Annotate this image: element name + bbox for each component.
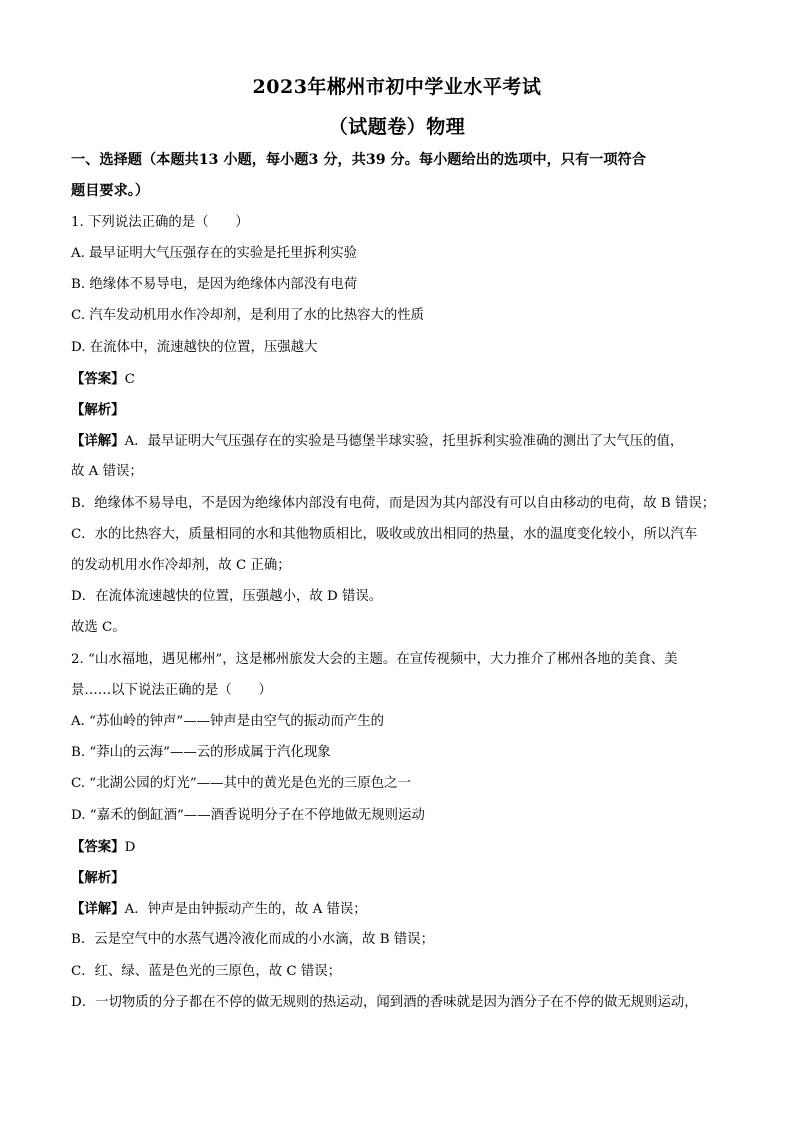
question-2-detail-line-3: C．红、绿、蓝是色光的三原色，故 C 错误； [71,964,342,979]
question-1-option-a: A. 最早证明大气压强存在的实验是托里拆利实验 [71,246,357,261]
detail-text: A．钟声是由钟振动产生的，故 A 错误； [124,902,367,917]
question-1-detail-line-3: B．绝缘体不易导电，不是因为绝缘体内部没有电荷，而是因为其内部没有可以自由移动的电荷，故 B 错误； [71,496,716,511]
question-1-detail-line-5: 的发动机用水作冷却剂，故 C 正确； [71,558,291,573]
question-1-answer [71,369,726,390]
question-2-detail-line-2: B．云是空气中的水蒸气遇冷液化而成的小水滴，故 B 错误； [71,932,434,947]
question-1-analysis-label: 【解析】 [71,402,125,418]
question-2-stem-line-1: 2. “山水福地，遇见郴州”，这是郴州旅发大会的主题。在宣传视频中，大力推介了郴州各地的美食、美 [71,652,678,667]
question-1-detail-line-2: 故 A 错误； [71,464,143,479]
question-2-analysis-label: 【解析】 [71,870,125,886]
answer-value: C [124,372,135,387]
question-2-option-a: A. “苏仙岭的钟声”——钟声是由空气的振动而产生的 [71,714,385,729]
section-heading-line-2: 题目要求。） [71,183,150,199]
page-title: 2023年郴州市初中学业水平考试 [252,76,542,98]
question-2-option-b: B. “莽山的云海”——云的形成属于汽化现象 [71,745,331,760]
question-2-stem-line-2: 景……以下说法正确的是（ ） [71,683,272,698]
question-1-stem: 1. 下列说法正确的是（ ） [71,215,249,230]
question-2-detail-line-4: D．一切物质的分子都在不停的做无规则的热运动，闻到酒的香味就是因为酒分子在不停的做无规则运动， [71,995,698,1010]
question-1-option-d: D. 在流体中，流速越快的位置，压强越大 [71,340,318,355]
page-subtitle: （试题卷）物理 [328,116,466,138]
section-heading-line-1: 一、选择题（本题共13 小题，每小题3 分，共39 分。每小题给出的选项中，只有一项符合 [71,152,646,168]
question-1-option-c: C. 汽车发动机用水作冷却剂，是利用了水的比热容大的性质 [71,308,425,323]
question-1-detail-line-4: C．水的比热容大，质量相同的水和其他物质相比，吸收或放出相同的热量，水的温度变化较小，所以汽车 [71,527,698,542]
detail-text: A．最早证明大气压强存在的实验是马德堡半球实验，托里拆利实验准确的测出了大气压的值， [124,434,684,449]
question-2-option-c: C. “北湖公园的灯光”——其中的黄光是色光的三原色之一 [71,776,411,791]
question-2-answer [71,837,726,858]
question-2-detail-line-1 [71,899,726,920]
question-2-option-d: D. “嘉禾的倒缸酒”——酒香说明分子在不停地做无规则运动 [71,808,425,823]
question-1-option-b: B. 绝缘体不易导电，是因为绝缘体内部没有电荷 [71,277,358,292]
detail-label: 【详解】 [71,433,125,449]
question-1-detail-line-6: D．在流体流速越快的位置，压强越小，故 D 错误。 [71,589,383,604]
answer-value: D [124,840,136,855]
detail-label: 【详解】 [71,901,125,917]
answer-label: 【答案】 [71,371,125,387]
answer-label: 【答案】 [71,839,125,855]
question-1-detail-line-1 [71,431,726,452]
question-1-conclusion: 故选 C。 [71,620,126,635]
